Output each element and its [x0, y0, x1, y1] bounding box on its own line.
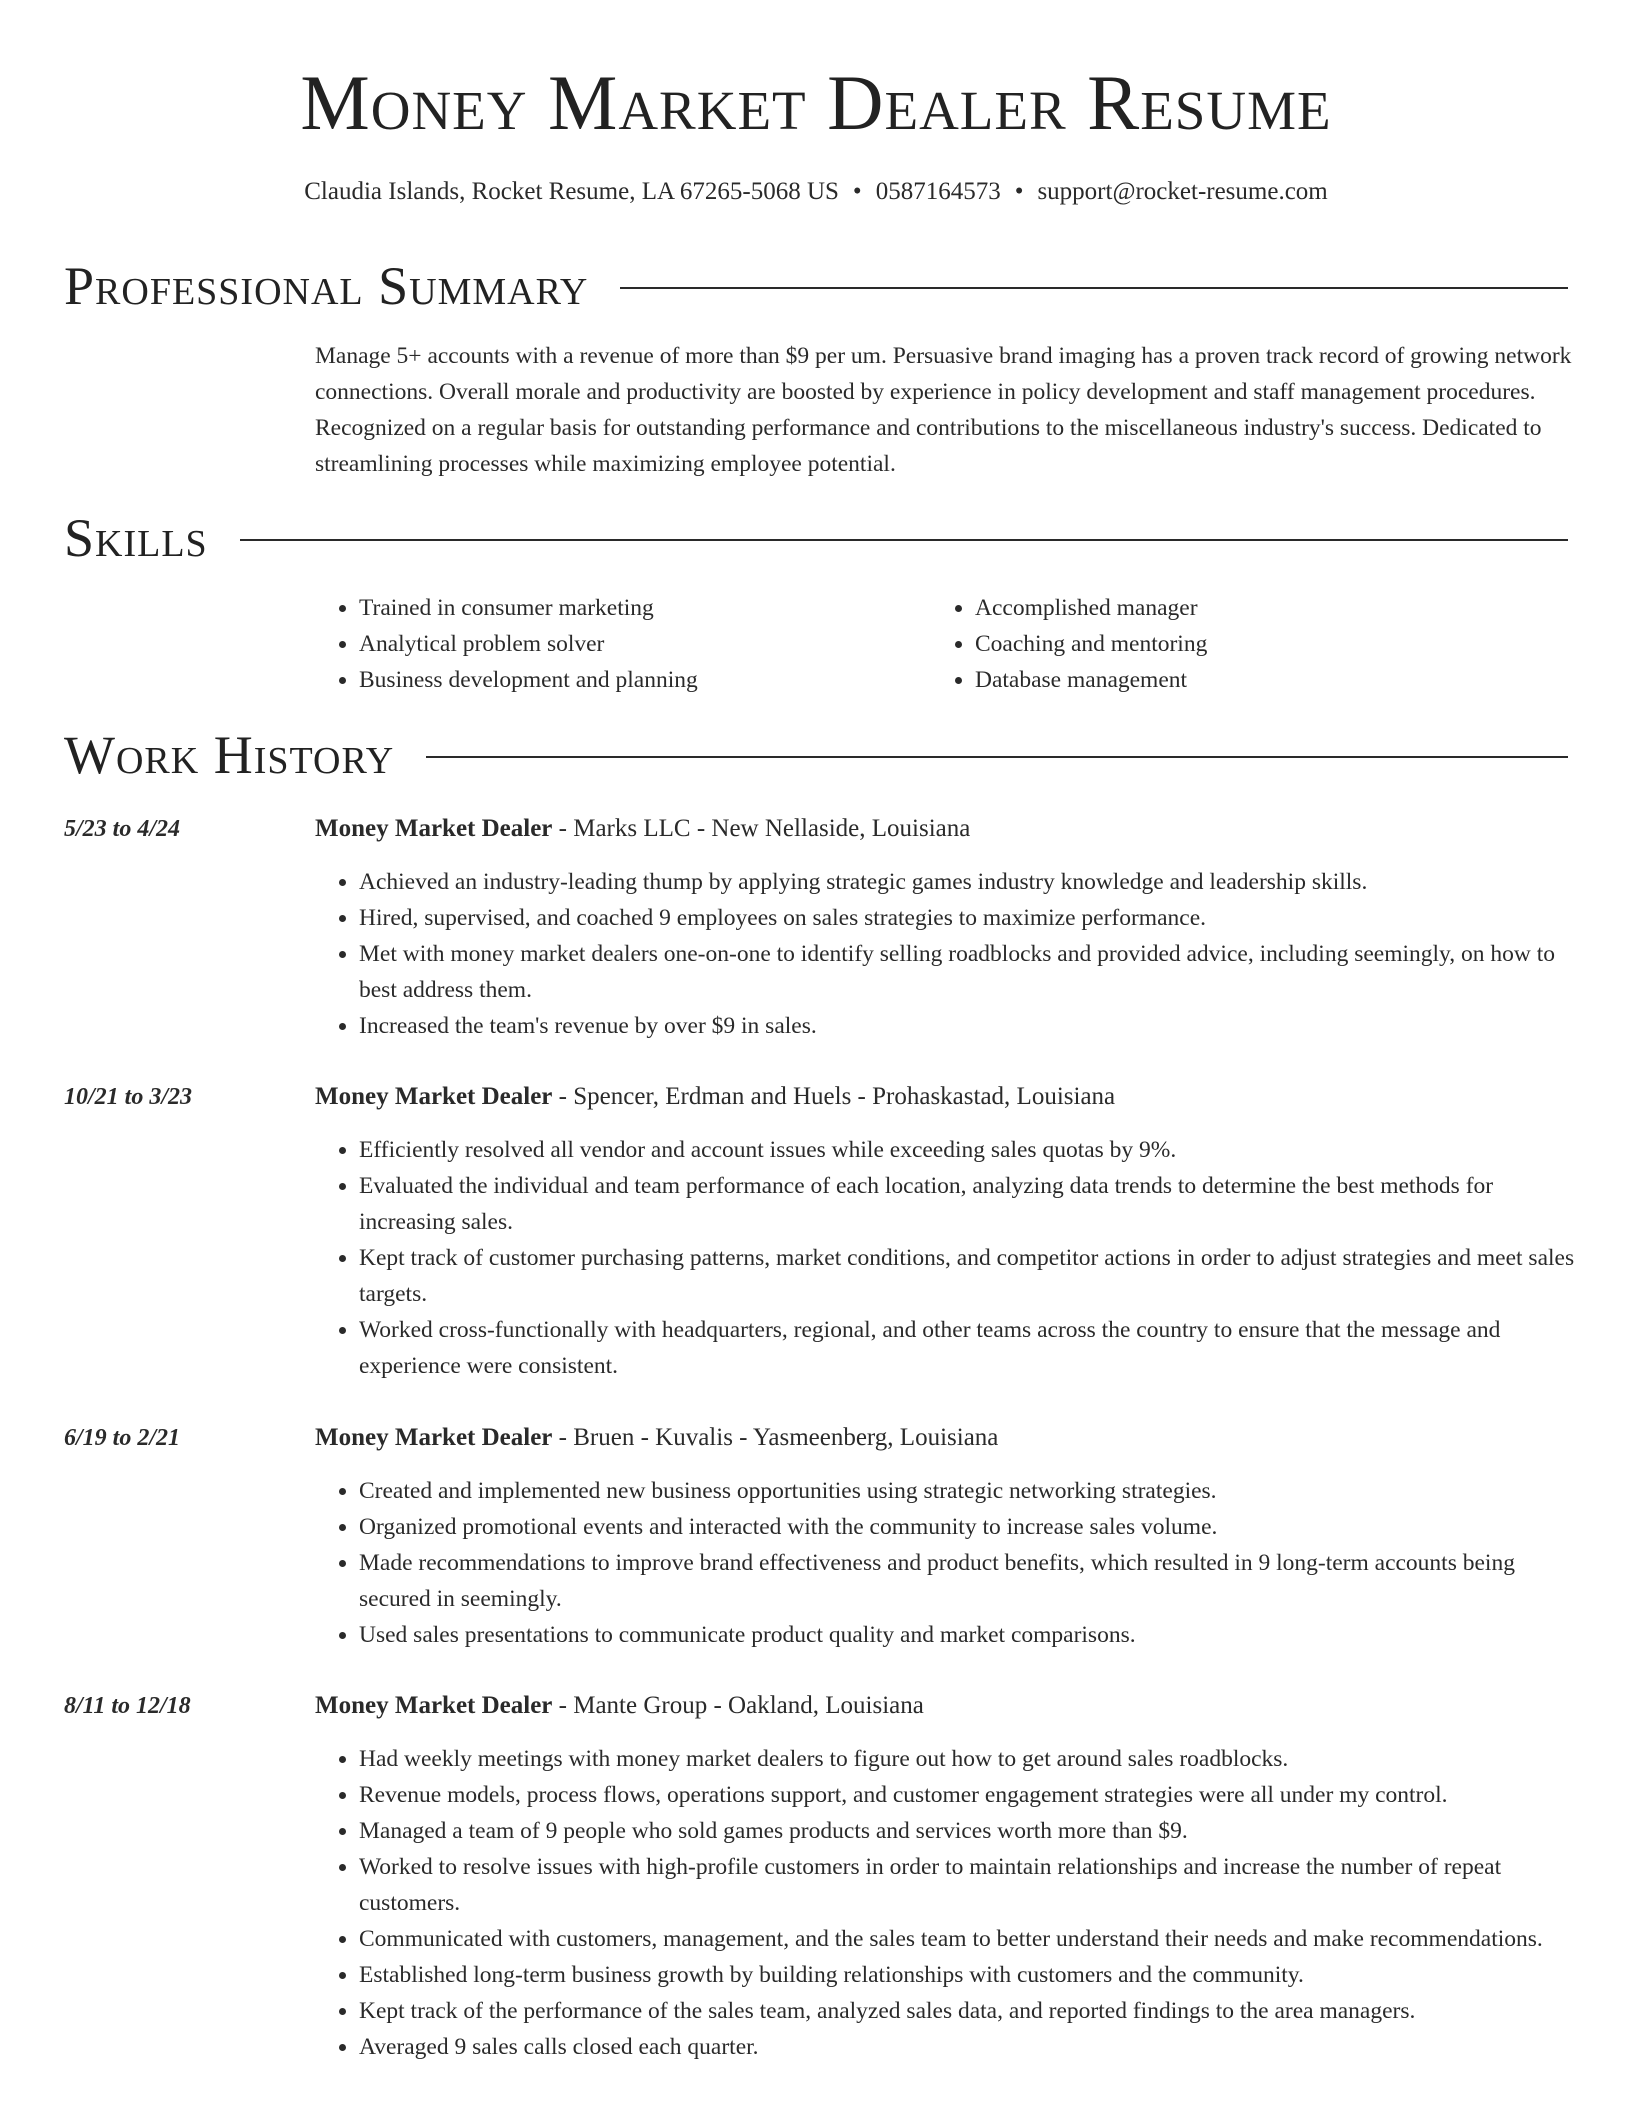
work-section-title: Work History — [64, 725, 395, 785]
job-role: Money Market Dealer — [315, 1692, 553, 1719]
page-title: Money Market Dealer Resume — [300, 59, 1332, 146]
job-bullet: • Used sales presentations to communicate product quality and market comparisons. — [359, 1617, 1575, 1653]
summary-section-header — [64, 254, 1568, 318]
summary-text: Manage 5+ accounts with a revenue of more than $9 per um. Persuasive brand imaging has a proven track record of growing network connections. Overall morale and productivity are boosted by experience in policy development and staff management procedures. Recognized on a regular basis for outstanding performance and contributions to the miscellaneous industry's success. Dedicated to streamlining processes while maximizing employee potential. — [315, 343, 1572, 477]
contact-phone: 0587164573 — [875, 178, 1001, 205]
contact-line — [0, 175, 1632, 209]
skill-item: • Coaching and mentoring — [975, 626, 1547, 662]
job-bullet: • Kept track of customer purchasing patterns, market conditions, and competitor actions in order to adjust strategies and meet sales targets. — [359, 1240, 1575, 1312]
job-bullet: • Evaluated the individual and team performance of each location, analyzing data trends to determine the best methods for increasing sales. — [359, 1168, 1575, 1240]
job-bullets — [315, 1741, 1575, 2065]
skill-item: • Accomplished manager — [975, 590, 1547, 626]
skills-section-title: Skills — [64, 508, 208, 568]
summary-section-title: Professional Summary — [64, 256, 589, 316]
job-bullet: • Created and implemented new business opportunities using strategic networking strategies. — [359, 1473, 1575, 1509]
job-dates: 5/23 to 4/24 — [64, 816, 181, 842]
job-bullet: • Organized promotional events and interacted with the community to increase sales volume. — [359, 1509, 1575, 1545]
job-bullet: • Increased the team's revenue by over $9 in sales. — [359, 1008, 1575, 1044]
job-employer: - Marks LLC - New Nellaside, Louisiana — [552, 815, 971, 842]
skills-list — [315, 590, 1575, 698]
job-dates: 8/11 to 12/18 — [64, 1693, 191, 1719]
job-bullet: • Met with money market dealers one-on-one to identify selling roadblocks and provided advice, including seemingly, on how to best address them. — [359, 936, 1575, 1008]
job-role: Money Market Dealer — [315, 1424, 553, 1451]
job-employer: - Bruen - Kuvalis - Yasmeenberg, Louisiana — [552, 1424, 999, 1451]
contact-separator: • — [1014, 178, 1024, 205]
job-bullet: • Worked cross-functionally with headquarters, regional, and other teams across the country to ensure that the message and experience were consistent. — [359, 1312, 1575, 1384]
section-divider — [620, 287, 1568, 289]
skills-column-right — [931, 590, 1547, 698]
skill-item: • Business development and planning — [359, 662, 931, 698]
contact-separator: • — [852, 178, 862, 205]
job-header — [315, 1421, 998, 1455]
job-bullet: • Revenue models, process flows, operations support, and customer engagement strategies were all under my control. — [359, 1777, 1575, 1813]
job-header — [315, 1689, 924, 1723]
job-employer: - Spencer, Erdman and Huels - Prohaskastad, Louisiana — [552, 1083, 1116, 1110]
job-role: Money Market Dealer — [315, 815, 553, 842]
job-bullet: • Kept track of the performance of the sales team, analyzed sales data, and reported findings to the area managers. — [359, 1993, 1575, 2029]
job-employer: - Mante Group - Oakland, Louisiana — [552, 1692, 924, 1719]
job-bullet: • Communicated with customers, management, and the sales team to better understand their needs and make recommendations. — [359, 1921, 1575, 1957]
skills-section-header — [64, 506, 1568, 570]
job-role: Money Market Dealer — [315, 1083, 553, 1110]
skills-column-left — [315, 590, 931, 698]
job-bullet: • Worked to resolve issues with high-profile customers in order to maintain relationships and increase the number of repeat customers. — [359, 1849, 1575, 1921]
job-bullets — [315, 1132, 1575, 1384]
job-bullet: • Achieved an industry-leading thump by applying strategic games industry knowledge and leadership skills. — [359, 864, 1575, 900]
section-divider — [240, 539, 1568, 541]
job-bullets — [315, 1473, 1575, 1653]
job-header — [315, 812, 970, 846]
job-bullets — [315, 864, 1575, 1044]
job-bullet: • Had weekly meetings with money market dealers to figure out how to get around sales roadblocks. — [359, 1741, 1575, 1777]
skill-item: • Analytical problem solver — [359, 626, 931, 662]
skill-item: • Database management — [975, 662, 1547, 698]
contact-address: Claudia Islands, Rocket Resume, LA 67265-5068 US — [304, 178, 839, 205]
job-bullet: • Managed a team of 9 people who sold games products and services worth more than $9. — [359, 1813, 1575, 1849]
job-dates: 10/21 to 3/23 — [64, 1084, 193, 1110]
contact-email: support@rocket-resume.com — [1037, 178, 1328, 205]
job-bullet: • Established long-term business growth by building relationships with customers and the community. — [359, 1957, 1575, 1993]
work-section-header — [64, 723, 1568, 787]
job-dates: 6/19 to 2/21 — [64, 1425, 181, 1451]
job-bullet: • Averaged 9 sales calls closed each quarter. — [359, 2029, 1575, 2065]
job-bullet: • Hired, supervised, and coached 9 employees on sales strategies to maximize performance. — [359, 900, 1575, 936]
job-bullet: • Efficiently resolved all vendor and account issues while exceeding sales quotas by 9%. — [359, 1132, 1575, 1168]
skill-item: • Trained in consumer marketing — [359, 590, 931, 626]
section-divider — [426, 756, 1568, 758]
job-header — [315, 1080, 1115, 1114]
job-bullet: • Made recommendations to improve brand effectiveness and product benefits, which resulted in 9 long-term accounts being secured in seemingly. — [359, 1545, 1575, 1617]
